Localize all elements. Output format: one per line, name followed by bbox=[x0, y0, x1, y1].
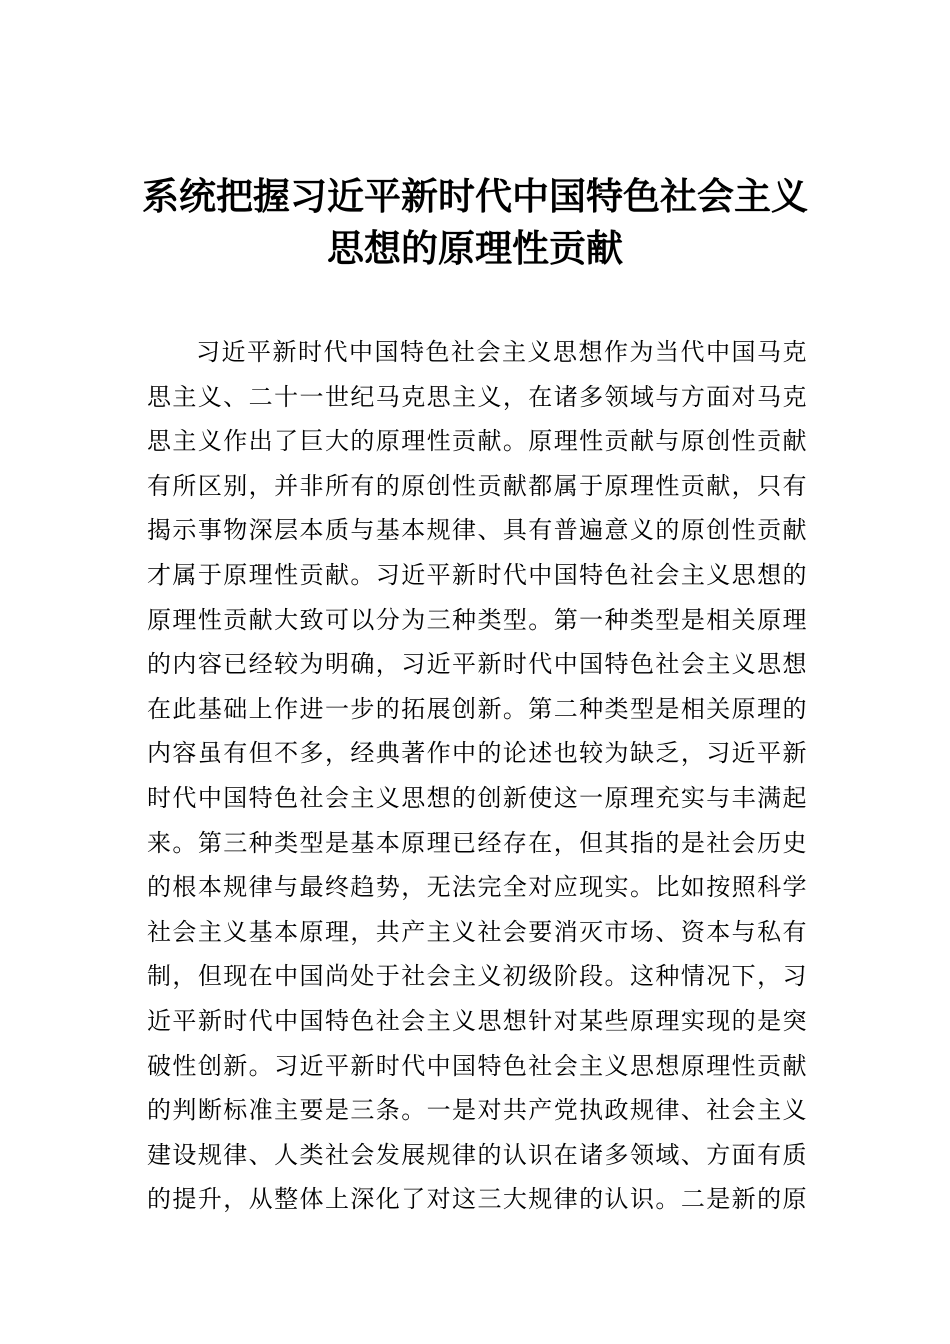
body-line: 建设规律、人类社会发展规律的认识在诸多领域、方面有质 bbox=[147, 1140, 807, 1169]
body-line: 制，但现在中国尚处于社会主义初级阶段。这种情况下，习 bbox=[147, 962, 807, 991]
body-line: 的提升，从整体上深化了对这三大规律的认识。二是新的原 bbox=[147, 1185, 807, 1214]
body-line: 内容虽有但不多，经典著作中的论述也较为缺乏，习近平新 bbox=[147, 739, 807, 768]
body-line: 时代中国特色社会主义思想的创新使这一原理充实与丰满起 bbox=[147, 783, 807, 812]
body-line: 才属于原理性贡献。习近平新时代中国特色社会主义思想的 bbox=[147, 560, 807, 589]
body-line: 来。第三种类型是基本原理已经存在，但其指的是社会历史 bbox=[147, 828, 807, 857]
body-line: 揭示事物深层本质与基本规律、具有普遍意义的原创性贡献 bbox=[147, 516, 807, 545]
body-line: 的根本规律与最终趋势，无法完全对应现实。比如按照科学 bbox=[147, 873, 807, 902]
body-paragraph bbox=[147, 330, 807, 1222]
body-line: 的内容已经较为明确，习近平新时代中国特色社会主义思想 bbox=[147, 650, 807, 679]
body-line: 破性创新。习近平新时代中国特色社会主义思想原理性贡献 bbox=[147, 1051, 807, 1080]
body-line: 思主义、二十一世纪马克思主义，在诸多领域与方面对马克 bbox=[147, 382, 807, 411]
body-line: 习近平新时代中国特色社会主义思想作为当代中国马克 bbox=[196, 338, 807, 366]
body-line: 原理性贡献大致可以分为三种类型。第一种类型是相关原理 bbox=[147, 605, 807, 634]
document-title-line-2: 思想的原理性贡献 bbox=[327, 227, 623, 270]
body-line: 社会主义基本原理，共产主义社会要消灭市场、资本与私有 bbox=[147, 917, 807, 946]
body-line: 在此基础上作进一步的拓展创新。第二种类型是相关原理的 bbox=[147, 694, 807, 723]
body-line: 有所区别，并非所有的原创性贡献都属于原理性贡献，只有 bbox=[147, 471, 807, 500]
body-line: 思主义作出了巨大的原理性贡献。原理性贡献与原创性贡献 bbox=[147, 427, 807, 456]
body-line: 近平新时代中国特色社会主义思想针对某些原理实现的是突 bbox=[147, 1006, 807, 1035]
body-line: 的判断标准主要是三条。一是对共产党执政规律、社会主义 bbox=[147, 1096, 807, 1125]
document-title-line-1: 系统把握习近平新时代中国特色社会主义 bbox=[142, 175, 808, 218]
